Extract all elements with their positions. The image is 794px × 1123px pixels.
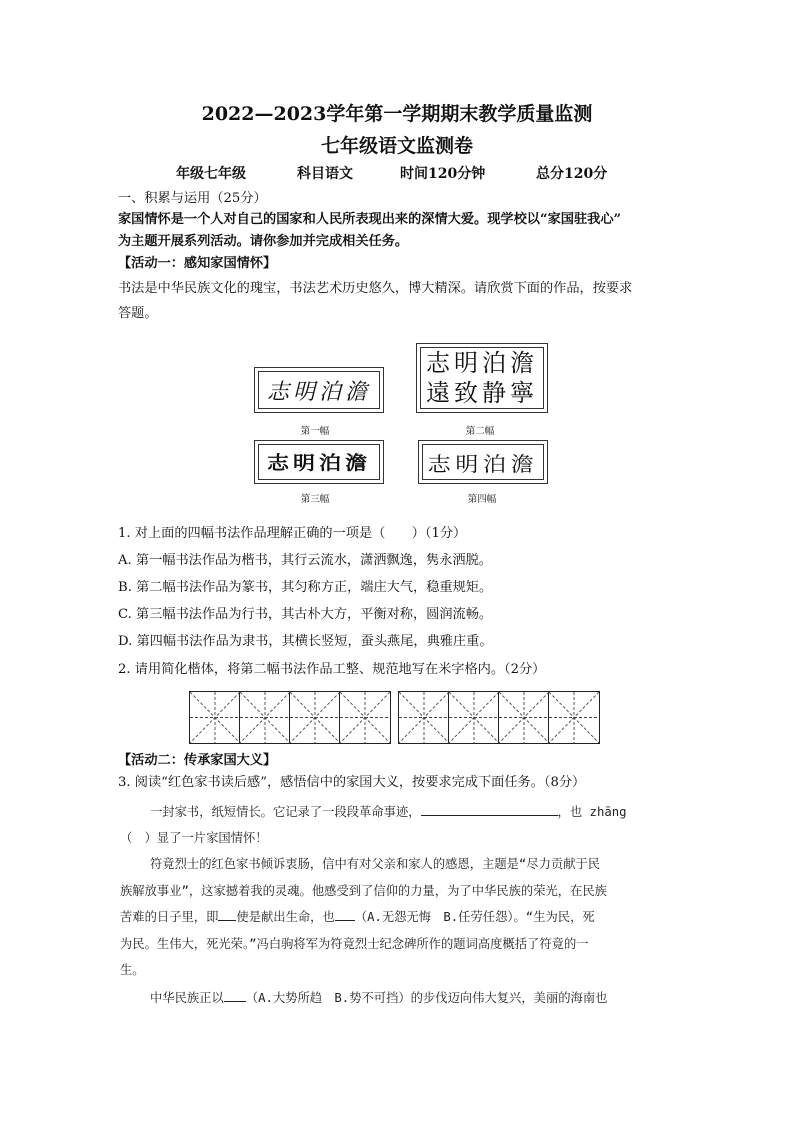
calligraphy-work-2	[416, 343, 548, 413]
caption-2: 第二幅	[465, 426, 495, 437]
mi-grid-right	[398, 691, 600, 744]
fill-blank-3[interactable]	[224, 988, 246, 1002]
score-label: 总分120分	[536, 166, 608, 182]
mi-cell[interactable]	[240, 692, 290, 743]
exam-subtitle: 七年级语文监测卷	[320, 135, 473, 157]
calligraphy-text-4: 志明泊澹	[427, 451, 539, 476]
caption-4: 第四幅	[467, 494, 497, 505]
exam-title: 2022—2023学年第一学期期末教学质量监测	[201, 103, 593, 125]
q1-option-a: A. 第一幅书法作品为楷书，其行云流水，潇洒飘逸，隽永洒脱。	[118, 553, 492, 568]
grade-label: 年级七年级	[176, 166, 246, 182]
calligraphy-text-3: 志明泊澹	[266, 453, 371, 475]
calligraphy-work-3	[254, 440, 384, 484]
mi-cell[interactable]	[549, 692, 599, 743]
q1-option-d: D. 第四幅书法作品为隶书，其横长竖短，蚕头燕尾，典雅庄重。	[118, 634, 493, 649]
activity1-heading: 【活动一：感知家国情怀】	[118, 256, 277, 271]
calligraphy-work-4	[418, 440, 548, 484]
mi-cell[interactable]	[449, 692, 499, 743]
essay-line-8: 中华民族正以 （A.大势所趋 B.势不可挡）的步伐迈向伟大复兴，美丽的海南也	[150, 988, 607, 1008]
essay-line-3: 符竟烈士的红色家书倾诉衷肠，信中有对父亲和家人的感恩，主题是“尽力贡献于民	[150, 857, 601, 871]
essay-line-6: 为民。生伟大，死光荣。”冯白驹将军为符竟烈士纪念碑所作的题词高度概括了符竟的一	[120, 937, 589, 951]
q1-option-c: C. 第三幅书法作品为行书，其古朴大方，平衡对称，圆润流畅。	[118, 607, 493, 622]
q1-option-b: B. 第二幅书法作品为篆书，其匀称方正，端庄大气，稳重规矩。	[118, 580, 493, 595]
caption-1: 第一幅	[300, 426, 330, 437]
calligraphy-text-2a: 志明泊澹	[426, 349, 538, 377]
q3-stem: 3. 阅读“红色家书读后感”，感悟信中的家国大义，按要求完成下面任务。（8分）	[118, 775, 586, 790]
mi-cell[interactable]	[290, 692, 340, 743]
fill-blank-1[interactable]	[218, 907, 236, 921]
intro-line-1: 家国情怀是一个人对自己的国家和人民所表现出来的深情大爱。现学校以“家国驻我心”	[118, 212, 622, 227]
essay-line-5: 苦难的日子里，即 使是献出生命，也 （A.无怨无悔 B.任劳任怨）。“生为民，死	[120, 907, 595, 927]
fill-blank-2[interactable]	[335, 907, 355, 921]
q1-stem: 1. 对上面的四幅书法作品理解正确的一项是（ ）（1分）	[118, 526, 467, 541]
activity2-heading: 【活动二：传承家国大义】	[118, 753, 277, 768]
calligraphy-text-2b: 遠致静寧	[426, 379, 538, 407]
subject-label: 科目语文	[297, 166, 353, 182]
essay-line-2: （ ）显了一片家国情怀！	[120, 831, 268, 845]
essay-line-7: 生。	[120, 963, 145, 977]
mi-grid-left	[189, 691, 391, 744]
calligraphy-text-1: 志明泊澹	[266, 379, 371, 405]
intro-line-2: 为主题开展系列活动。请你参加并完成相关任务。	[118, 234, 409, 249]
mi-cell[interactable]	[399, 692, 449, 743]
q2-stem: 2. 请用简化楷体，将第二幅书法作品工整、规范地写在米字格内。（2分）	[118, 662, 546, 677]
fill-blank-sentence[interactable]	[421, 802, 558, 816]
essay-line-1: 一封家书，纸短情长。它记录了一段段革命事迹， ，也 zhāng	[150, 802, 627, 822]
mi-cell[interactable]	[499, 692, 549, 743]
mi-cell[interactable]	[190, 692, 240, 743]
desc-line-1: 书法是中华民族文化的瑰宝，书法艺术历史悠久，博大精深。请欣赏下面的作品，按要求	[118, 281, 633, 296]
mi-cell[interactable]	[340, 692, 390, 743]
essay-line-4: 族解放事业”，这家撼着我的灵魂。他感受到了信仰的力量，为了中华民族的荣光，在民族	[120, 884, 607, 898]
time-label: 时间120分钟	[400, 166, 486, 182]
section-heading: 一、积累与运用（25分）	[118, 191, 267, 206]
caption-3: 第三幅	[300, 494, 330, 505]
calligraphy-work-1	[254, 367, 384, 413]
desc-line-2: 答题。	[118, 306, 158, 321]
